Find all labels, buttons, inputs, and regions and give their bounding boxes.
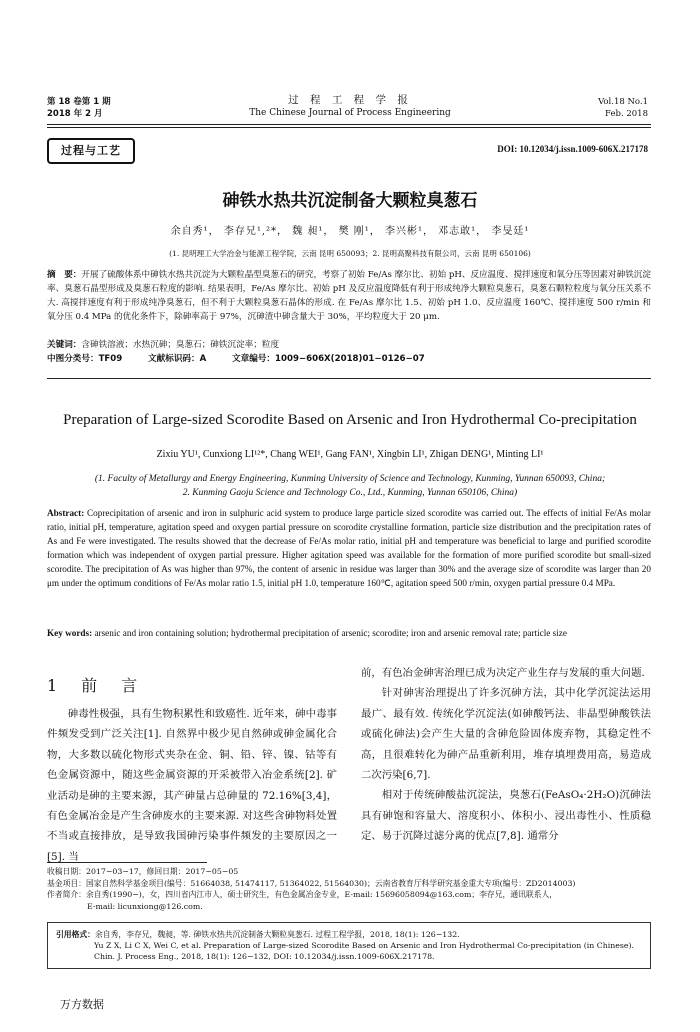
journal-name-en: The Chinese Journal of Process Engineering bbox=[249, 108, 451, 118]
footnote-rule bbox=[47, 862, 207, 863]
keywords-cn bbox=[47, 338, 651, 352]
header-volume-en bbox=[598, 96, 648, 120]
abstract-cn bbox=[47, 268, 651, 324]
citation-en-2: Chin. J. Process Eng., 2018, 18(1): 126−132, DOI: 10.12034/j.issn.1009-606X.217178. bbox=[94, 952, 435, 961]
doi[interactable]: DOI: 10.12034/j.issn.1009-606X.217178 bbox=[497, 144, 648, 154]
keywords-en-text: arsenic and iron containing solution; hydrothermal precipitation of arsenic; scorodite; iron and arsenic removal rate; particle size bbox=[94, 628, 567, 638]
right-paragraph-3: 相对于传统砷酸盐沉淀法，臭葱石(FeAsO₄·2H₂O)沉砷法具有砷饱和容量大、溶度积小、体积小、浸出毒性小、性质稳定、易于沉降过滤分离的优点[7,8]. 通常分 bbox=[361, 789, 651, 843]
right-paragraph-1: 前，有色冶金砷害治理已成为决定产业生存与发展的重大问题. bbox=[361, 667, 645, 679]
abstract-en-text: Coprecipitation of arsenic and iron in sulphuric acid system to produce large particle sized scorodite was carried out. The effects of initial Fe/As molar ratio, initial pH, temperature, agitation speed and oxygen partial pressure on scorodite crystalline formation, particle size distribution and the precipitation rates of As and Fe were investigated. The results showed that the decrease of Fe/As molar ratio, initial pH and temperature was beneficial to large and purified scorodite formation which was independent of oxygen partial pressure. Higher agitation speed was available for the formation of more purified scorodite but small-sized scorodite. The precipitation of As was higher than 97%, the content of arsenic in residue was larger than 30% and the average size of scorodite was larger than 20 μm under the optimum conditions of Fe/As molar ratio 1.5, initial pH 1.0, temperature 160℃, agitation speed 500 r/min, oxygen partial pressure 0.4 MPa. bbox=[47, 508, 651, 588]
keywords-cn-text: 含砷铁溶液；水热沉砷；臭葱石；砷铁沉淀率；粒度 bbox=[81, 340, 280, 350]
watermark: 万方数据 bbox=[60, 998, 104, 1011]
authors-en: Zixiu YU¹, Cunxiong LI¹²*, Chang WEI¹, Gang FAN¹, Xingbin LI¹, Zhigan DENG¹, Minting LI¹ bbox=[156, 449, 544, 460]
page-title-cn: 砷铁水热共沉淀制备大颗粒臭葱石 bbox=[222, 191, 478, 211]
abstract-cn-label: 摘 要： bbox=[47, 270, 82, 280]
abstract-en bbox=[47, 506, 651, 590]
keywords-cn-label: 关键词： bbox=[47, 340, 82, 350]
header-journal bbox=[0, 94, 700, 120]
citation-en-1: Yu Z X, Li C X, Wei C, et al. Preparation of Large-sized Scorodite Based on Arsenic and Iron Hydrothermal Co-precipitation (in Chinese). bbox=[94, 941, 635, 950]
header-date-cn: 2018 年 2 月 bbox=[47, 109, 103, 119]
header-vol-en: Vol.18 No.1 bbox=[598, 97, 648, 107]
keywords-en bbox=[47, 626, 651, 640]
header-rule-2 bbox=[47, 127, 651, 128]
cn-rule bbox=[47, 378, 651, 379]
abstract-en-label: Abstract: bbox=[47, 508, 85, 518]
right-column bbox=[361, 663, 651, 847]
header-vol-cn: 第 18 卷第 1 期 bbox=[47, 97, 111, 107]
citation-cn: 余自秀，李存兄，魏昶，等. 砷铁水热共沉淀制备大颗粒臭葱石. 过程工程学报，2018, 18(1): 126−132. bbox=[94, 930, 460, 939]
footnote-fund: 基金项目：国家自然科学基金项目(编号：51664038, 51474117, 51364022, 51564030)；云南省教育厅科学研究基金重大专项(编号：ZD2014003) bbox=[47, 878, 576, 888]
citation-label: 引用格式： bbox=[56, 930, 95, 939]
footnote-received: 收稿日期：2017−03−17，修回日期：2017−05−05 bbox=[47, 867, 239, 876]
keywords-en-label: Key words: bbox=[47, 628, 93, 638]
left-paragraph: 砷毒性极强，具有生物积累性和致癌性. 近年来，砷中毒事件频发受到广泛关注[1]. 自然界中极少见自然砷或砷金属化合物，大多数以硫化物形式夹杂在金、铜、铅、锌、镍、钴等有色金属资源中，随这些金属资源的开采被带入冶金系统[2]. 矿业活动是砷的主要来源，其产砷量占总砷量的 72.16%[3,4]，有色金属冶金是产生含砷废水的主要来源. 对这些含砷物料处置不当或直接排放，是导致我国砷污染事件频发的主要原因之一[5]. 当 bbox=[47, 708, 337, 863]
left-column bbox=[47, 704, 337, 867]
right-paragraph-2: 针对砷害治理提出了许多沉砷方法，其中化学沉淀法运用最广、最有效. 传统化学沉淀法(如砷酸钙法、非晶型砷酸铁法或硫化砷法)会产生大量的含砷危险固体废弃物，其稳定性不高，且很难转化为砷产品重新利用，堆存填埋费用高，易造成二次污染[6,7]. bbox=[361, 687, 651, 782]
affiliation-en bbox=[0, 472, 700, 500]
citation-box bbox=[47, 922, 651, 969]
footnotes bbox=[47, 866, 651, 912]
affiliation-cn: (1. 昆明理工大学冶金与能源工程学院，云南 昆明 650093；2. 昆明高聚科技有限公司，云南 昆明 650106) bbox=[169, 249, 531, 258]
journal-name-cn: 过 程 工 程 学 报 bbox=[288, 94, 412, 106]
footnote-email[interactable]: E-mail: licunxiong@126.com. bbox=[87, 901, 203, 911]
header-rule bbox=[47, 124, 651, 125]
section-badge: 过程与工艺 bbox=[47, 138, 135, 164]
abstract-cn-text: 开展了硫酸体系中砷铁水热共沉淀为大颗粒晶型臭葱石的研究，考察了初始 Fe/As 摩尔比、初始 pH、反应温度、搅拌速度和氧分压等因素对砷铁沉淀率、臭葱石晶型形成及臭葱石粒度的影响. 结果表明，Fe/As 摩尔比、初始 pH 及反应温度降低有利于形成纯净大颗粒臭葱石，臭葱石颗粒粒度与氧分压关系不大. 高搅拌速度有利于形成纯净臭葱石，但不利于大颗粒臭葱石晶体的形成. 在 Fe/As 摩尔比 1.5、初始 pH 1.0、反应温度 160℃、搅拌速度 500 r/min 和氧分压 0.4 MPa 的优化条件下，除砷率高于 97%，沉砷渣中砷含量大于 30%，平均粒度大于 20 μm. bbox=[47, 270, 651, 322]
header-date-en: Feb. 2018 bbox=[605, 109, 648, 119]
affiliation-en-1: (1. Faculty of Metallurgy and Energy Engineering, Kunming University of Science and Technology, Kunming, Yunnan 650093, China; bbox=[94, 474, 606, 484]
classification-cn: 中图分类号：TF09 文献标识码：A 文章编号：1009−606X(2018)01−0126−07 bbox=[47, 354, 425, 364]
affiliation-en-2: 2. Kunming Gaoju Science and Technology Co., Ltd., Kunming, Yunnan 650106, China) bbox=[182, 488, 518, 498]
section-heading: 1 前 言 bbox=[47, 676, 142, 695]
authors-cn: 余自秀¹， 李存兄¹,²*， 魏 昶¹， 樊 刚¹， 李兴彬¹， 邓志敢¹， 李旻廷¹ bbox=[170, 226, 530, 237]
page-title-en: Preparation of Large-sized Scorodite Based on Arsenic and Iron Hydrothermal Co-precipitation bbox=[63, 412, 637, 428]
footnote-author: 作者简介：余自秀(1990−)，女，四川省内江市人，硕士研究生，有色金属冶金专业，E-mail: 15696058094@163.com；李存兄，通讯联系人， bbox=[47, 890, 558, 899]
